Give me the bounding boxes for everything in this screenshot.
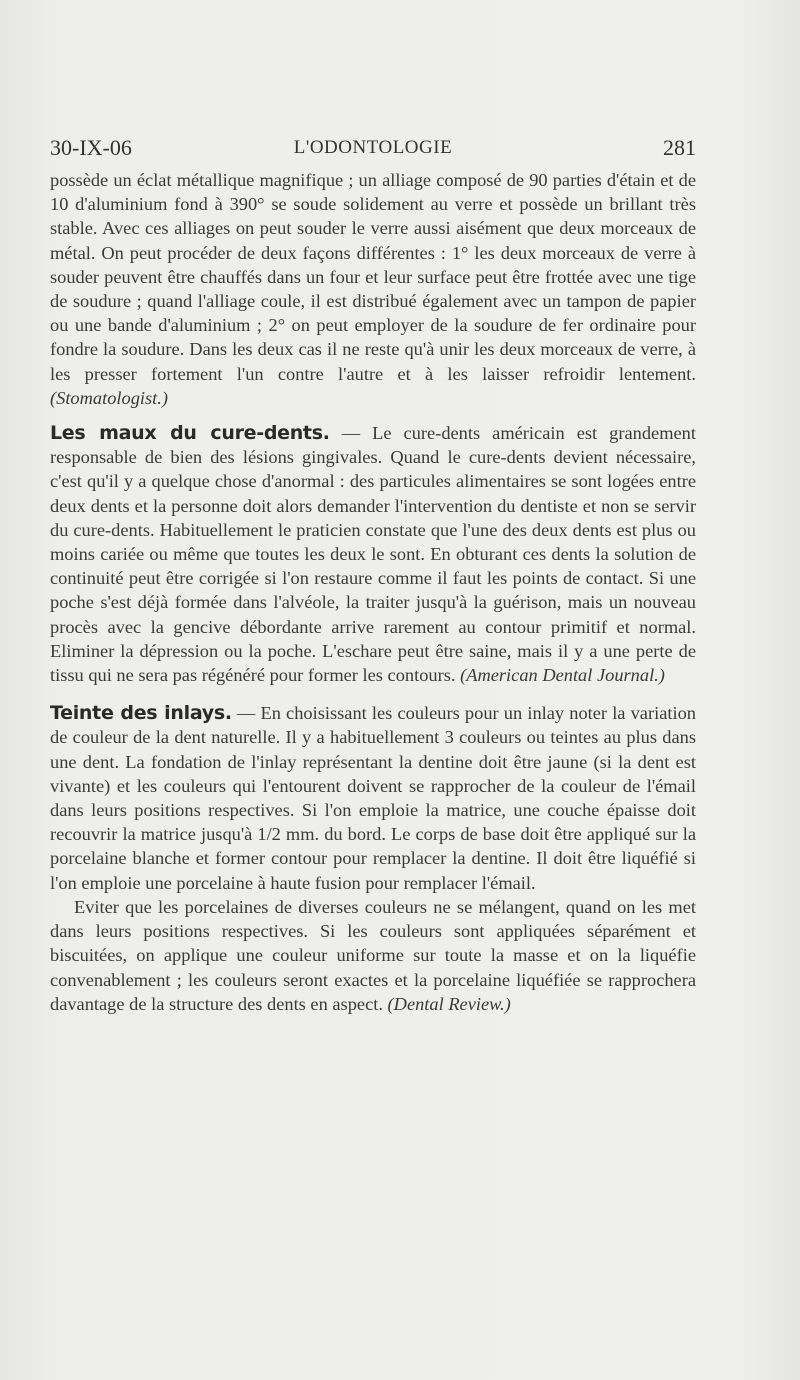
paragraph-text: — Le cure-dents américain est grandement responsable de bien des lésions gingivales. Quand le cure-dents devient nécessaire, c'est qu'il y a quelque chose d'anormal : des particules alimentaires se sont logées entre deux dents et la personne doit alors demander l'intervention du dentiste et non se servir du cure-dents. Habituellement le praticien constate que l'une des deux dents est plus ou moins cariée ou même que toutes les deux le sont. En obturant ces dents la solution de continuité peut être corrigée si l'on restaure comme il faut les points de contact. Si une poche s'est déjà formée dans l'alvéole, la traiter jusqu'à la guérison, mais un nouveau procès avec la gencive débordante arrive rarement au contour primitif et normal. Eliminer la dépression ou la poche. L'eschare peut être saine, mais il y a une perte de tissu qui ne sera pas régénéré pour former les contours. xyxy=(50,423,696,686)
header-page-number: 281 xyxy=(663,135,696,160)
paragraph-text: possède un éclat métallique magnifique ; un alliage composé de 90 parties d'étain et de 10 d'aluminium fond à 390° se soude solidement au verre et possède un brillant très stable. Avec ces alliages on peut souder le verre aussi aisément que deux morceaux de métal. On peut procéder de deux façons différentes : 1° les deux morceaux de verre à souder peuvent être chauffés dans un four et leur surface peut être frottée avec une tige de soudure ; quand l'alliage coule, il est distribué également avec un tampon de papier ou une bande d'aluminium ; 2° on peut employer de la soudure de fer ordinaire pour fondre la soudure. Dans les deux cas il ne reste qu'à unir les deux morceaux de verre, à les presser fortement l'un contre l'autre et à les laisser refroidir lentement. xyxy=(50,170,696,384)
citation: (American Dental Journal.) xyxy=(460,665,665,686)
paragraph-teinte-inlays xyxy=(50,701,696,895)
paragraph-text: Eviter que les porcelaines de diverses couleurs ne se mélangent, quand on les met dans leurs positions respectives. Si les couleurs sont appliquées séparément et biscuitées, on applique une couleur uniforme sur toute la masse et on la liquéfie convenablement ; les couleurs seront exactes et la porcelaine liquéfiée se rapprochera davantage de la structure des dents en aspect. xyxy=(50,896,696,1014)
header-journal-title: L'ODONTOLOGIE xyxy=(293,137,453,158)
header-date: 30-IX-06 xyxy=(50,135,132,160)
section-title: Teinte des inlays. xyxy=(50,702,232,725)
citation: (Dental Review.) xyxy=(387,993,511,1014)
article-body xyxy=(50,168,696,1016)
paragraph-porcelaines xyxy=(50,895,696,1016)
paragraph-cure-dents xyxy=(50,421,696,687)
running-header xyxy=(50,135,696,167)
citation: (Stomatologist.) xyxy=(50,387,169,408)
section-title: Les maux du cure-dents. xyxy=(50,422,330,445)
paragraph-text: — En choisissant les couleurs pour un inlay noter la variation de couleur de la dent naturelle. Il y a habituellement 3 couleurs ou teintes au plus dans une dent. La fondation de l'inlay représentant la dentine doit être jaune (si la dent est vivante) et les couleurs qui l'entourent doivent se rapprocher de la couleur de l'émail dans leurs positions respectives. Si l'on emploie la matrice, une couche épaisse doit recouvrir la matrice jusqu'à 1/2 mm. du bord. Le corps de base doit être appliqué sur la porcelaine blanche et former contour pour remplacer la dentine. Il doit être liquéfié si l'on emploie une porcelaine à haute fusion pour remplacer l'émail. xyxy=(50,703,696,893)
paragraph-soudure-verre xyxy=(50,168,696,410)
